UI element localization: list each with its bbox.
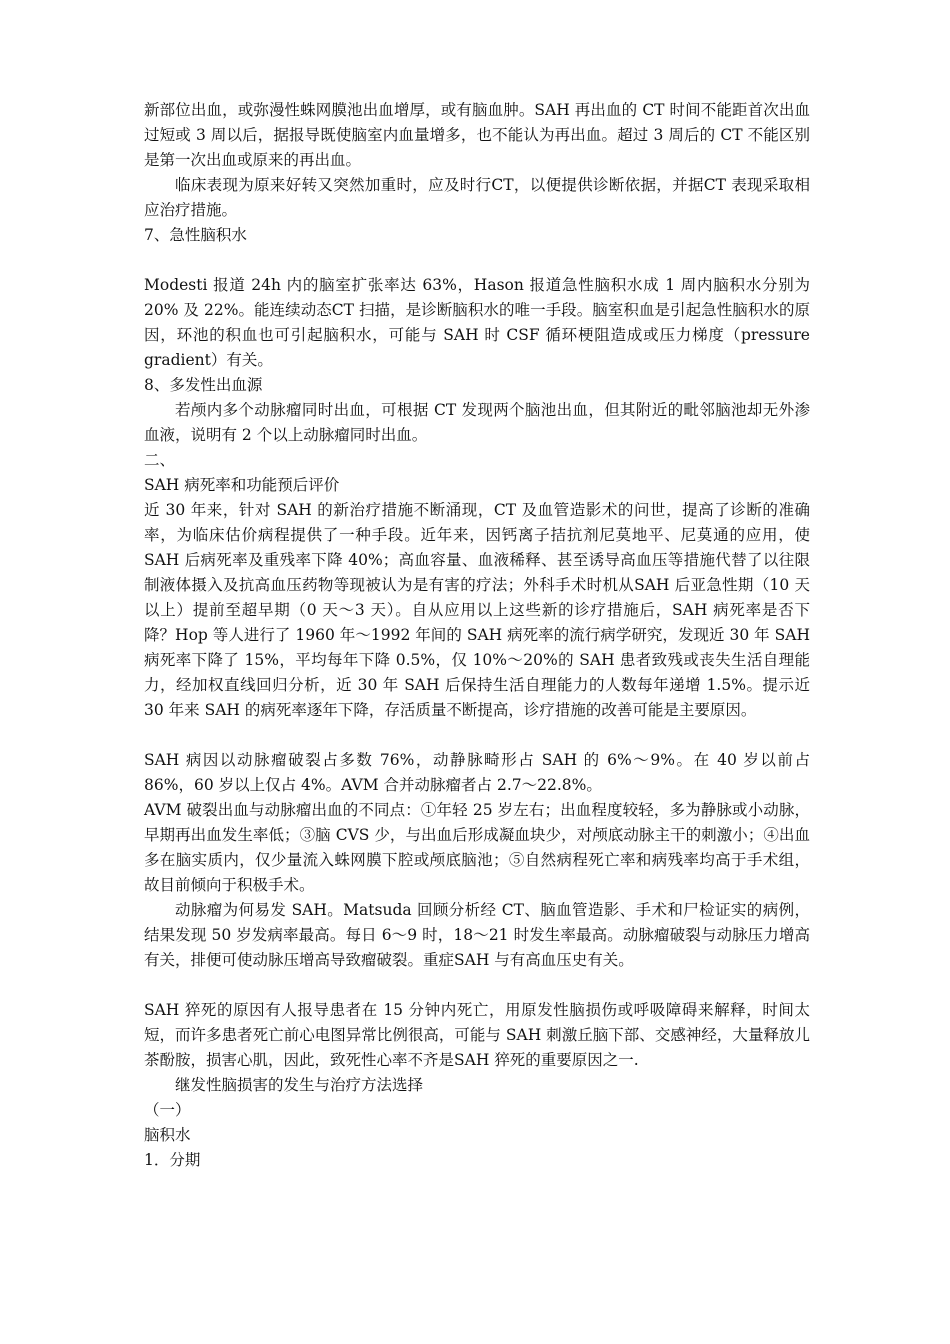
paragraph-aneurysm-sah: 动脉瘤为何易发 SAH。Matsuda 回顾分析经 CT、脑血管造影、手术和尸检证实的病例，结果发现 50 岁发病率最高。每日 6～9 时，18～21 时发生率最高。动脉瘤破裂与动脉压力增高有关，排便可使动脉压增高导致瘤破裂。重症SAH 与有高血压史有关。: [144, 901, 810, 969]
heading-secondary-brain-injury: 继发性脑损害的发生与治疗方法选择: [175, 1076, 424, 1094]
paragraph-sudden-death: SAH 猝死的原因有人报导患者在 15 分钟内死亡，用原发性脑损伤或呼吸障碍来解释，时间太短，而许多患者死亡前心电图异常比例很高，可能与 SAH 刺激丘脑下部、交感神经，大量释放儿茶酚胺，损害心肌，因此，致死性心率不齐是SAH 猝死的重要原因之一.: [144, 1001, 810, 1069]
blank-line: [144, 723, 810, 748]
paragraph-multiple-aneurysms: 若颅内多个动脉瘤同时出血，可根据 CT 发现两个脑池出血，但其附近的毗邻脑池却无外渗血液，说明有 2 个以上动脉瘤同时出血。: [144, 401, 810, 444]
heading-mortality-prognosis: SAH 病死率和功能预后评价: [144, 476, 340, 494]
heading-section-two: 二、: [144, 451, 176, 469]
heading-hydrocephalus: 脑积水: [144, 1126, 191, 1144]
document-page: [144, 98, 810, 1173]
blank-line: [144, 248, 810, 273]
heading-staging: 1．分期: [144, 1151, 201, 1169]
paragraph-avm-differences: AVM 破裂出血与动脉瘤出血的不同点：①年轻 25 岁左右；出血程度较轻，多为静脉或小动脉，早期再出血发生率低；③脑 CVS 少，与出血后形成凝血块少，对颅底动脉主干的刺激小；④出血多在脑实质内，仅少量流入蛛网膜下腔或颅底脑池；⑤自然病程死亡率和病残率均高于手术组，故目前倾向于积极手术。: [144, 801, 810, 894]
heading-acute-hydrocephalus: 7、急性脑积水: [144, 226, 247, 244]
heading-subsection-one: （一）: [144, 1101, 191, 1119]
paragraph-hydrocephalus: Modesti 报道 24h 内的脑室扩张率达 63%，Hason 报道急性脑积水成 1 周内脑积水分别为 20% 及 22%。能连续动态CT 扫描，是诊断脑积水的唯一手段。脑室积血是引起急性脑积水的原因，环池的积血也可引起脑积水，可能与 SAH 时 CSF 循环梗阻造成或压力梯度（pressure gradient）有关。: [144, 276, 810, 369]
heading-multiple-sources: 8、多发性出血源: [144, 376, 263, 394]
paragraph-clinical-ct: 临床表现为原来好转又突然加重时，应及时行CT，以便提供诊断依据，并据CT 表现采取相应治疗措施。: [144, 176, 810, 219]
paragraph-rebleed-ct: 新部位出血，或弥漫性蛛网膜池出血增厚，或有脑血肿。SAH 再出血的 CT 时间不能距首次出血过短或 3 周以后，据报导既使脑室内血量增多，也不能认为再出血。超过 3 周后的 CT 不能区别是第一次出血或原来的再出血。: [144, 101, 810, 169]
paragraph-etiology: SAH 病因以动脉瘤破裂占多数 76%，动静脉畸形占 SAH 的 6%～9%。在 40 岁以前占 86%，60 岁以上仅占 4%。AVM 合并动脉瘤者占 2.7～22.8%。: [144, 751, 810, 794]
paragraph-mortality: 近 30 年来，针对 SAH 的新治疗措施不断涌现，CT 及血管造影术的问世，提高了诊断的准确率，为临床估价病程提供了一种手段。近年来，因钙离子拮抗剂尼莫地平、尼莫通的应用，使 SAH 后病死率及重残率下降 40%；高血容量、血液稀释、甚至诱导高血压等措施代替了以往限制液体摄入及抗高血压药物等现被认为是有害的疗法；外科手术时机从SAH 后亚急性期（10 天以上）提前至超早期（0 天～3 天）。自从应用以上这些新的诊疗措施后，SAH 病死率是否下降？Hop 等人进行了 1960 年～1992 年间的 SAH 病死率的流行病学研究，发现近 30 年 SAH 病死率下降了 15%，平均每年下降 0.5%，仅 10%～20%的 SAH 患者致残或丧失生活自理能力，经加权直线回归分析，近 30 年 SAH 后保持生活自理能力的人数每年递增 1.5%。提示近 30 年来 SAH 的病死率逐年下降，存活质量不断提高，诊疗措施的改善可能是主要原因。: [144, 501, 810, 719]
blank-line: [144, 973, 810, 998]
